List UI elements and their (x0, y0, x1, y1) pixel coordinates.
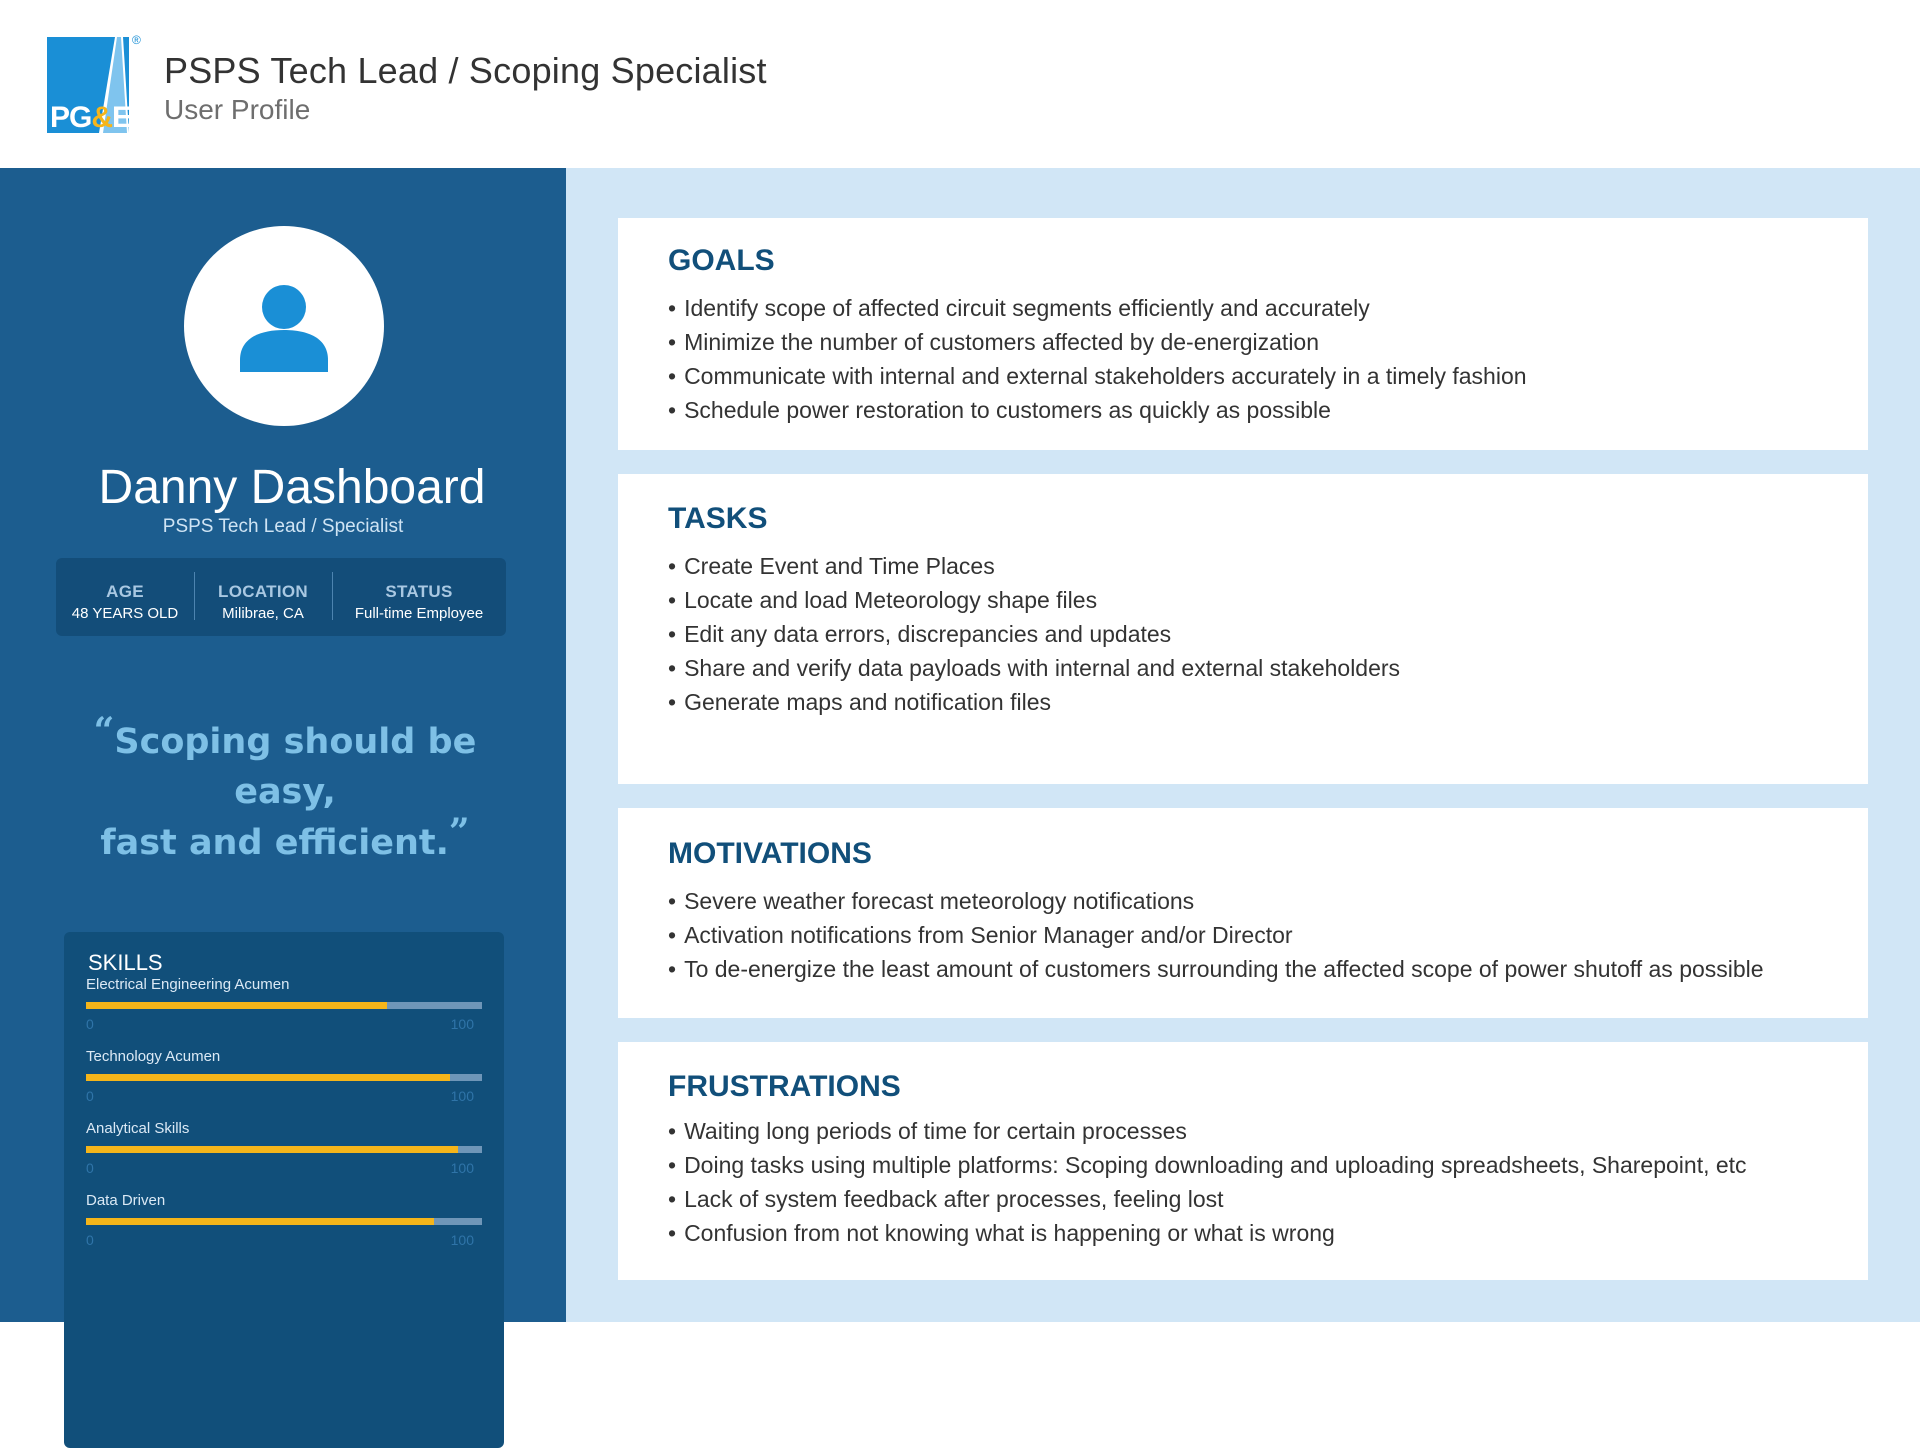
list-item: • Generate maps and notification files (668, 685, 1400, 719)
quote-line-1: Scoping should be easy, (114, 722, 477, 812)
list-item: • Activation notifications from Senior Manager and/or Director (668, 918, 1764, 952)
skill-bar-fill (86, 1074, 450, 1081)
skill-min: 0 (86, 1088, 94, 1104)
person-name: Danny Dashboard (98, 461, 486, 514)
skill-min: 0 (86, 1232, 94, 1248)
skill-bar-track (86, 1218, 482, 1225)
skill-row (86, 1192, 482, 1248)
list-item: • Share and verify data payloads with internal and external stakeholders (668, 651, 1400, 685)
skill-row (86, 1120, 482, 1176)
page-subtitle: User Profile (164, 94, 311, 125)
skill-bar-track (86, 1074, 482, 1081)
list-item: • Edit any data errors, discrepancies and updates (668, 617, 1400, 651)
logo-text: PG&E (50, 101, 132, 134)
skill-max: 100 (450, 1232, 474, 1248)
skills-title: SKILLS (88, 950, 163, 975)
list-item: • Identify scope of affected circuit segments efficiently and accurately (668, 291, 1527, 325)
main-content (566, 168, 1920, 1322)
skill-name: Technology Acumen (86, 1048, 221, 1065)
skill-row (86, 1048, 482, 1104)
stat-value: Milibrae, CA (222, 605, 304, 622)
quote-close-mark: ” (448, 811, 470, 853)
tasks-title: TASKS (668, 502, 768, 535)
frustrations-title: FRUSTRATIONS (668, 1070, 901, 1103)
quote-open-mark: “ (93, 710, 115, 752)
skills-panel (64, 932, 504, 1448)
stat-age (56, 558, 194, 636)
goals-list (668, 291, 1527, 427)
avatar (184, 226, 384, 426)
motivations-card (618, 808, 1868, 1018)
stat-label: STATUS (385, 582, 453, 601)
skill-bar-track (86, 1002, 482, 1009)
goals-title: GOALS (668, 244, 775, 277)
stat-value: 48 YEARS OLD (71, 605, 179, 622)
list-item: • Communicate with internal and external stakeholders accurately in a timely fashion (668, 359, 1527, 393)
goals-card (618, 218, 1868, 450)
stat-value: Full-time Employee (354, 605, 484, 622)
profile-sidebar (0, 168, 566, 1322)
motivations-title: MOTIVATIONS (668, 837, 872, 870)
quote-line-2: fast and efficient. (100, 823, 449, 863)
list-item: • Lack of system feedback after processes, feeling lost (668, 1182, 1747, 1216)
user-icon (238, 280, 330, 372)
stat-location (194, 558, 332, 636)
tasks-card (618, 474, 1868, 784)
stat-label: LOCATION (218, 582, 308, 601)
skill-bar-fill (86, 1218, 434, 1225)
frustrations-list (668, 1114, 1747, 1250)
frustrations-card (618, 1042, 1868, 1280)
skill-name: Electrical Engineering Acumen (86, 976, 290, 993)
skill-max: 100 (450, 1016, 474, 1032)
profile-stats (56, 558, 506, 636)
list-item: • Minimize the number of customers affected by de-energization (668, 325, 1527, 359)
list-item: • Waiting long periods of time for certain processes (668, 1114, 1747, 1148)
skill-max: 100 (450, 1088, 474, 1104)
page-title: PSPS Tech Lead / Scoping Specialist (164, 50, 767, 91)
header (0, 0, 1920, 168)
skill-min: 0 (86, 1160, 94, 1176)
tasks-list (668, 549, 1400, 719)
registered-mark: ® (132, 33, 141, 47)
stat-status (332, 558, 506, 636)
list-item: • Severe weather forecast meteorology notifications (668, 884, 1764, 918)
persona-quote (40, 710, 530, 868)
skill-bar-track (86, 1146, 482, 1153)
list-item: • Doing tasks using multiple platforms: Scoping downloading and uploading spreadsheets, Sharepoint, etc (668, 1148, 1747, 1182)
pge-logo (47, 37, 132, 134)
list-item: • Locate and load Meteorology shape files (668, 583, 1400, 617)
list-item: • Schedule power restoration to customers as quickly as possible (668, 393, 1527, 427)
list-item: • Create Event and Time Places (668, 549, 1400, 583)
skill-min: 0 (86, 1016, 94, 1032)
skill-max: 100 (450, 1160, 474, 1176)
list-item: • To de-energize the least amount of customers surrounding the affected scope of power shutoff as possible (668, 952, 1764, 986)
skill-name: Analytical Skills (86, 1120, 190, 1137)
skill-name: Data Driven (86, 1192, 166, 1209)
list-item: • Confusion from not knowing what is happening or what is wrong (668, 1216, 1747, 1250)
person-role: PSPS Tech Lead / Specialist (162, 516, 404, 537)
skill-bar-fill (86, 1146, 458, 1153)
skill-row (86, 976, 482, 1032)
stat-label: AGE (106, 582, 144, 601)
skill-bar-fill (86, 1002, 387, 1009)
motivations-list (668, 884, 1764, 986)
